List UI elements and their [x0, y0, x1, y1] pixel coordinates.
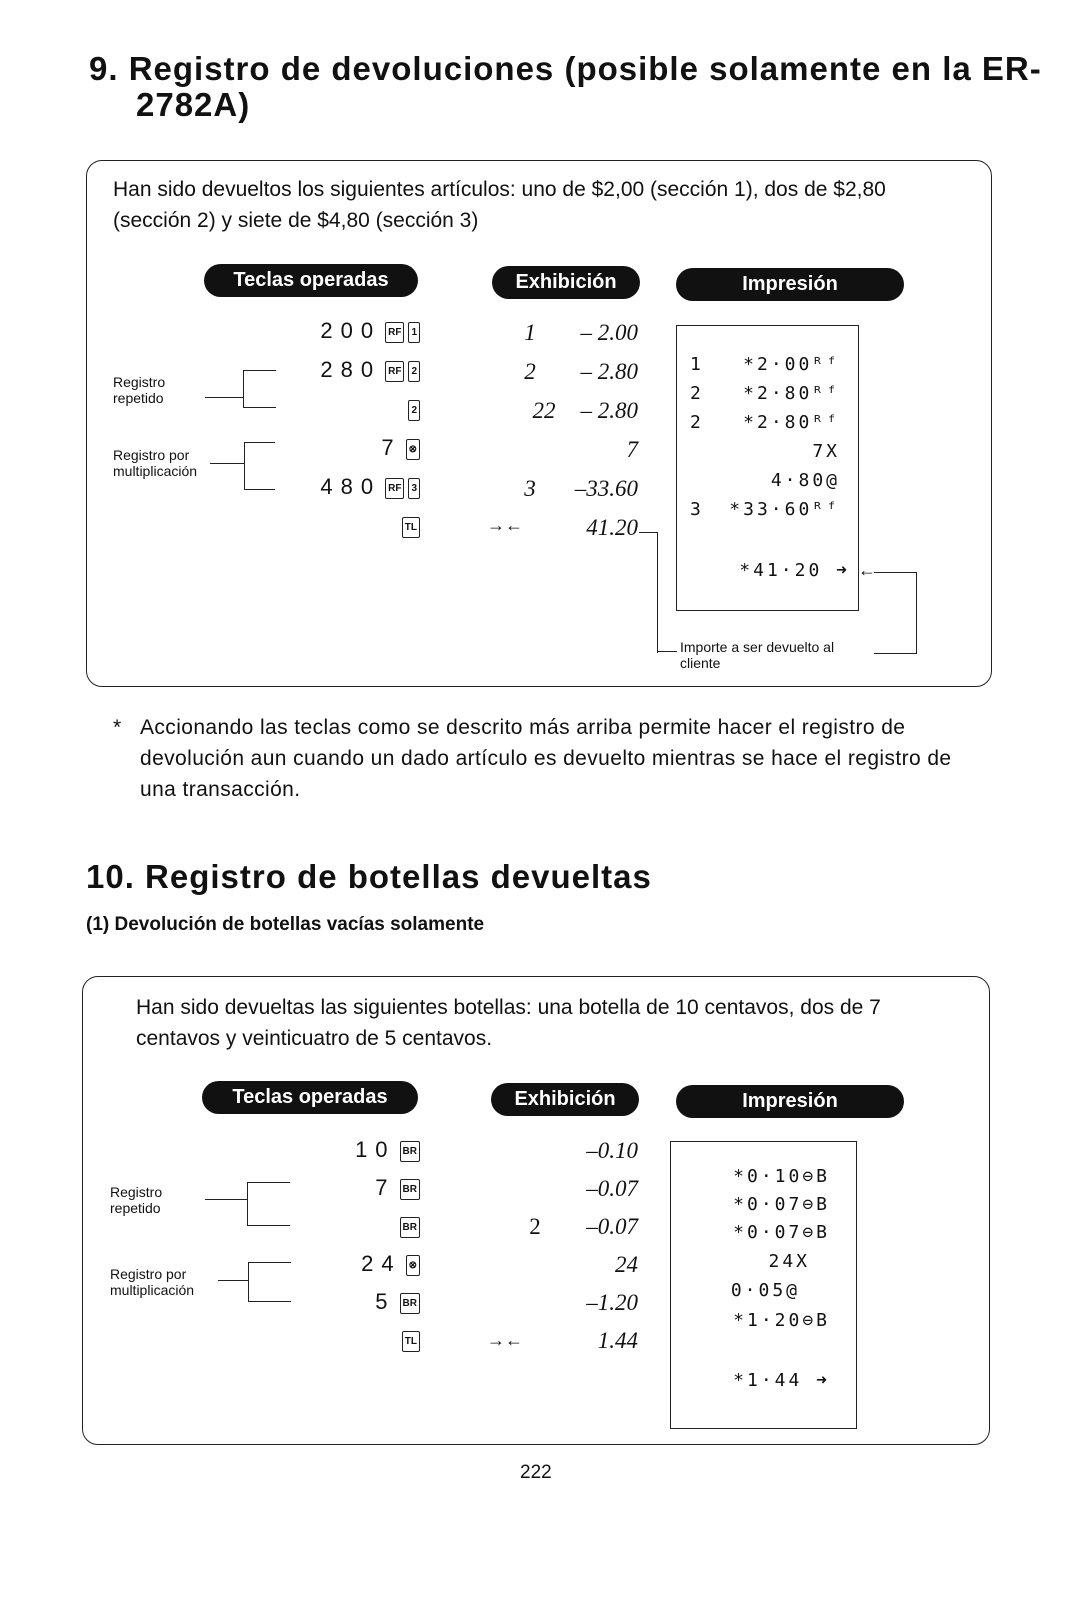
header-print-pill: Impresión: [676, 268, 904, 301]
section9-title-line1: 9. Registro de devoluciones (posible solamente en la ER-: [89, 50, 1042, 87]
key-row: 10 BR: [270, 1137, 420, 1163]
key-rf: RF: [385, 361, 404, 382]
key-br: BR: [400, 1141, 420, 1162]
key-br: BR: [400, 1179, 420, 1200]
header-print-pill: Impresión: [676, 1085, 904, 1118]
display-left: 2: [529, 1214, 541, 1239]
key-dept: 1: [408, 322, 420, 343]
receipt-total: *41·20 ➜: [739, 560, 850, 581]
footnote-line3: una transacción.: [140, 778, 301, 801]
label-registro-multiplicacion: Registro por multiplicación: [110, 1266, 195, 1298]
display-value: 24: [615, 1252, 638, 1277]
display-left: 22: [532, 398, 556, 423]
display-value: –33.60: [574, 476, 638, 501]
key-total: TL: [402, 1331, 420, 1352]
bracket-line: [205, 397, 243, 398]
key-row: 5 BR: [270, 1289, 420, 1315]
key-row: 24 ⊗: [270, 1251, 420, 1277]
display-left: 1: [524, 320, 536, 345]
key-dept: 2: [408, 361, 420, 382]
receipt-line: 4·80@: [770, 470, 840, 491]
bracket-line: [205, 1199, 247, 1200]
display-arrows: →←: [487, 515, 523, 535]
key-rf: RF: [385, 322, 404, 343]
display-value: –0.07: [586, 1214, 638, 1239]
key-row: [250, 396, 420, 422]
display-value: 7: [626, 437, 638, 462]
section10-subtitle: (1) Devolución de botellas vacías solamente: [86, 914, 485, 935]
key-dept: 3: [408, 478, 420, 499]
section10-intro-line2: centavos y veinticuatro de 5 centavos.: [136, 1027, 493, 1050]
section9-intro-line1: Han sido devueltos los siguientes artículos: uno de $2,00 (sección 1), dos de $2,80: [113, 178, 886, 201]
display-value: –0.07: [586, 1176, 638, 1201]
header-display-pill: Exhibición: [492, 266, 640, 299]
header-keys-pill: Teclas operadas: [202, 1081, 418, 1114]
page-number: 222: [520, 1462, 552, 1483]
section10-intro-line1: Han sido devueltas las siguientes botellas: una botella de 10 centavos, dos de 7: [136, 996, 881, 1019]
receipt-line: *0·07⊖B: [733, 1194, 830, 1215]
display-total: 1.44: [597, 1328, 638, 1353]
label-registro-multiplicacion: Registro por multiplicación: [113, 447, 198, 479]
connector-line: [874, 572, 917, 654]
key-br: BR: [400, 1217, 420, 1238]
receipt-line: *1·20⊖B: [733, 1310, 830, 1331]
key-row: [270, 1327, 420, 1353]
header-keys-pill: Teclas operadas: [204, 264, 418, 297]
footnote-star: *: [113, 716, 122, 739]
key-row: [250, 513, 420, 539]
display-left: 2: [524, 359, 536, 384]
connector-line: [657, 651, 677, 652]
key-row: 200 RF 1: [250, 318, 420, 344]
footnote-line2: devolución aun cuando un dado artículo es devuelto mientras se hace el registro de: [140, 747, 952, 770]
receipt-line: *0·10⊖B: [733, 1166, 830, 1187]
label-registro-repetido: Registro repetido: [113, 374, 166, 406]
section10-title: 10. Registro de botellas devueltas: [86, 858, 652, 895]
section9-title-line2: 2782A): [136, 86, 251, 123]
key-multiply: ⊗: [406, 1255, 420, 1276]
display-total: 41.20: [586, 515, 638, 540]
receipt-line: 2 *2·80ᴿᶠ: [690, 383, 840, 404]
display-value: – 2.00: [580, 320, 638, 345]
display-value: – 2.80: [580, 359, 638, 384]
key-dept: 2: [408, 400, 420, 421]
receipt-line: 0·05@: [730, 1280, 800, 1301]
bracket-line: [210, 463, 244, 464]
key-row: 480 RF 3: [250, 474, 420, 500]
header-display-pill: Exhibición: [491, 1083, 639, 1116]
key-total: TL: [402, 517, 420, 538]
key-row: 7 ⊗: [250, 435, 420, 461]
note-importe: Importe a ser devuelto al cliente: [680, 639, 835, 671]
key-rf: RF: [385, 478, 404, 499]
display-value: – 2.80: [580, 398, 638, 423]
display-left: 3: [524, 476, 536, 501]
key-br: BR: [400, 1293, 420, 1314]
receipt-line: 24X: [768, 1251, 810, 1272]
label-registro-repetido: Registro repetido: [110, 1184, 163, 1216]
footnote-line1: Accionando las teclas como se descrito más arriba permite hacer el registro de: [140, 716, 906, 739]
receipt-line: 1 *2·00ᴿᶠ: [690, 354, 840, 375]
key-row: 280 RF 2: [250, 357, 420, 383]
display-arrows: →←: [487, 1330, 523, 1350]
receipt-line: 7X: [812, 441, 840, 462]
display-value: –1.20: [586, 1290, 638, 1315]
bracket-line: [218, 1280, 248, 1281]
key-row: [270, 1213, 420, 1239]
receipt-total: *1·44 ➜: [733, 1370, 830, 1391]
receipt-line: *0·07⊖B: [733, 1222, 830, 1243]
receipt-line: 3 *33·60ᴿᶠ: [690, 499, 840, 520]
arrow-left-icon: ←: [858, 560, 876, 580]
section9-intro-line2: (sección 2) y siete de $4,80 (sección 3): [113, 209, 479, 232]
connector-line: [639, 532, 658, 653]
receipt-line: 2 *2·80ᴿᶠ: [690, 412, 840, 433]
key-multiply: ⊗: [406, 439, 420, 460]
key-row: 7 BR: [270, 1175, 420, 1201]
display-value: –0.10: [586, 1138, 638, 1163]
